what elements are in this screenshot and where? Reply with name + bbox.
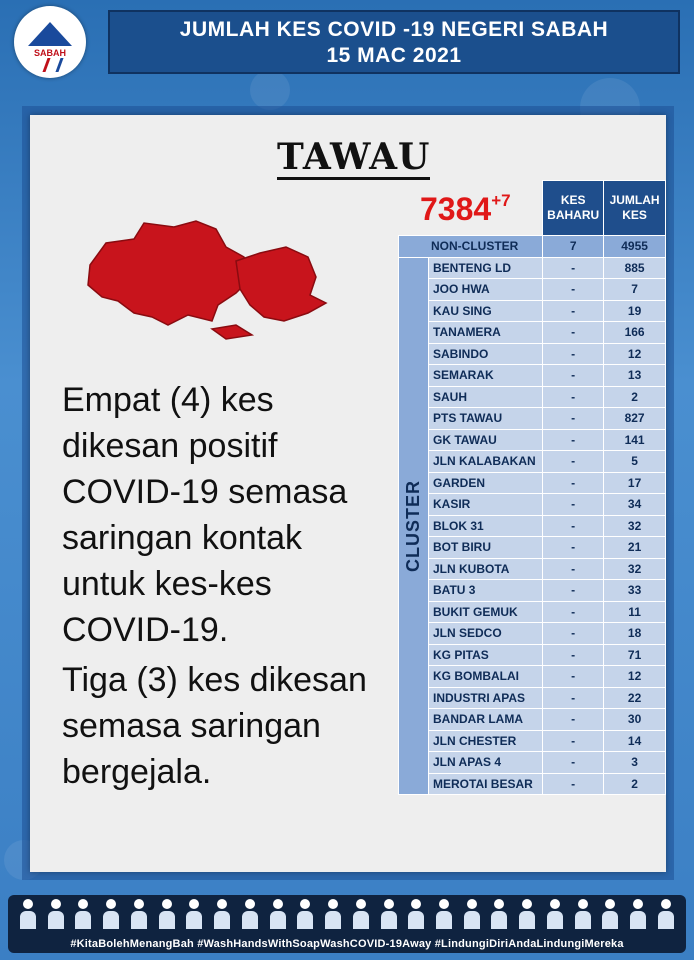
cluster-name: BATU 3 — [429, 580, 543, 602]
table-row — [399, 666, 666, 688]
table-row — [399, 730, 666, 752]
frontliner-figure-icon — [240, 899, 260, 929]
cluster-new: - — [543, 773, 604, 795]
frontliner-figure-icon — [379, 899, 399, 929]
main-panel — [30, 115, 666, 872]
table-row — [399, 472, 666, 494]
table-row — [399, 558, 666, 580]
col-header-new: KES BAHARU — [543, 181, 604, 236]
cluster-total: 885 — [604, 257, 666, 279]
cluster-total: 7 — [604, 279, 666, 301]
frontliner-figures — [18, 899, 676, 931]
cluster-new: - — [543, 687, 604, 709]
cluster-new: - — [543, 601, 604, 623]
frontliner-figure-icon — [184, 899, 204, 929]
cluster-new: - — [543, 429, 604, 451]
table-row — [399, 687, 666, 709]
cluster-name: GARDEN — [429, 472, 543, 494]
cluster-name: JLN KALABAKAN — [429, 451, 543, 473]
cluster-total: 3 — [604, 752, 666, 774]
swirl-icon — [42, 58, 63, 72]
frontliner-figure-icon — [73, 899, 93, 929]
frontliner-figure-icon — [323, 899, 343, 929]
cluster-new: - — [543, 408, 604, 430]
cluster-name: SAUH — [429, 386, 543, 408]
table-row — [399, 773, 666, 795]
cluster-name: JLN SEDCO — [429, 623, 543, 645]
table-row — [399, 279, 666, 301]
cluster-label-cell — [399, 257, 429, 795]
table-header-row — [399, 181, 666, 236]
frontliner-figure-icon — [351, 899, 371, 929]
cluster-new: - — [543, 322, 604, 344]
cluster-new: - — [543, 558, 604, 580]
cluster-new: - — [543, 279, 604, 301]
cluster-new: - — [543, 644, 604, 666]
frontliner-figure-icon — [434, 899, 454, 929]
frontliner-figure-icon — [462, 899, 482, 929]
cluster-total: 5 — [604, 451, 666, 473]
cluster-table — [398, 180, 666, 795]
table-row — [399, 365, 666, 387]
cluster-new: - — [543, 623, 604, 645]
frontliner-figure-icon — [406, 899, 426, 929]
header-date: 15 MAC 2021 — [326, 44, 462, 67]
mountain-icon — [28, 22, 72, 46]
frontliner-figure-icon — [656, 899, 676, 929]
table-row — [399, 408, 666, 430]
cluster-total: 34 — [604, 494, 666, 516]
cluster-total: 22 — [604, 687, 666, 709]
cluster-name: SEMARAK — [429, 365, 543, 387]
table-row — [399, 601, 666, 623]
cluster-name: TANAMERA — [429, 322, 543, 344]
sabah-logo — [14, 6, 86, 78]
non-cluster-label: NON-CLUSTER — [399, 236, 543, 258]
cluster-total: 141 — [604, 429, 666, 451]
cluster-total: 827 — [604, 408, 666, 430]
frontliner-figure-icon — [129, 899, 149, 929]
cluster-new: - — [543, 580, 604, 602]
cluster-total: 30 — [604, 709, 666, 731]
cluster-name: SABINDO — [429, 343, 543, 365]
description-para-1: Empat (4) kes dikesan positif COVID-19 semasa saringan kontak untuk kes-kes COVID-19. — [62, 381, 348, 649]
table-row — [399, 494, 666, 516]
cluster-new: - — [543, 666, 604, 688]
cluster-total: 32 — [604, 515, 666, 537]
header-banner — [108, 10, 680, 74]
non-cluster-total: 4955 — [604, 236, 666, 258]
cluster-name: KASIR — [429, 494, 543, 516]
cluster-label: CLUSTER — [403, 479, 423, 572]
table-row — [399, 537, 666, 559]
cluster-total: 71 — [604, 644, 666, 666]
frontliner-figure-icon — [573, 899, 593, 929]
table-row — [399, 580, 666, 602]
logo-text: SABAH — [33, 48, 66, 58]
cluster-name: JLN APAS 4 — [429, 752, 543, 774]
non-cluster-row — [399, 236, 666, 258]
cluster-new: - — [543, 343, 604, 365]
frontliner-figure-icon — [18, 899, 38, 929]
cluster-new: - — [543, 709, 604, 731]
table-row — [399, 386, 666, 408]
cluster-new: - — [543, 494, 604, 516]
cluster-name: KAU SING — [429, 300, 543, 322]
cluster-name: PTS TAWAU — [429, 408, 543, 430]
cluster-new: - — [543, 537, 604, 559]
frontliner-figure-icon — [157, 899, 177, 929]
footer-banner — [8, 895, 686, 953]
table-row — [399, 752, 666, 774]
cluster-total: 12 — [604, 666, 666, 688]
cluster-name: BENTENG LD — [429, 257, 543, 279]
cluster-name: KG BOMBALAI — [429, 666, 543, 688]
case-description — [62, 377, 382, 799]
frontliner-figure-icon — [268, 899, 288, 929]
frontliner-figure-icon — [101, 899, 121, 929]
cluster-new: - — [543, 451, 604, 473]
district-title: TAWAU — [277, 136, 431, 178]
table-row — [399, 300, 666, 322]
description-para-2: Tiga (3) kes dikesan semasa saringan bergejala. — [62, 661, 367, 791]
table-row — [399, 322, 666, 344]
cluster-total: 166 — [604, 322, 666, 344]
virus-decoration — [250, 70, 290, 110]
cluster-name: GK TAWAU — [429, 429, 543, 451]
cluster-new: - — [543, 365, 604, 387]
table-row — [399, 257, 666, 279]
frontliner-figure-icon — [489, 899, 509, 929]
cluster-new: - — [543, 752, 604, 774]
frontliner-figure-icon — [46, 899, 66, 929]
table-row — [399, 451, 666, 473]
cluster-name: BLOK 31 — [429, 515, 543, 537]
cluster-new: - — [543, 300, 604, 322]
cluster-new: - — [543, 472, 604, 494]
table-row — [399, 623, 666, 645]
cluster-name: JOO HWA — [429, 279, 543, 301]
frontliner-figure-icon — [295, 899, 315, 929]
tawau-map — [76, 217, 366, 347]
frontliner-figure-icon — [517, 899, 537, 929]
cluster-name: BOT BIRU — [429, 537, 543, 559]
col-header-total: JUMLAH KES — [604, 181, 666, 236]
frontliner-figure-icon — [545, 899, 565, 929]
cluster-total: 33 — [604, 580, 666, 602]
cluster-total: 18 — [604, 623, 666, 645]
cluster-name: KG PITAS — [429, 644, 543, 666]
cluster-new: - — [543, 257, 604, 279]
table-row — [399, 644, 666, 666]
table-row — [399, 429, 666, 451]
cluster-name: INDUSTRI APAS — [429, 687, 543, 709]
cluster-name: MEROTAI BESAR — [429, 773, 543, 795]
table-row — [399, 709, 666, 731]
cluster-name: JLN KUBOTA — [429, 558, 543, 580]
cluster-total: 2 — [604, 773, 666, 795]
cluster-total: 19 — [604, 300, 666, 322]
total-increase: +7 — [491, 191, 511, 210]
cluster-new: - — [543, 515, 604, 537]
cluster-new: - — [543, 386, 604, 408]
cluster-total: 17 — [604, 472, 666, 494]
cluster-total: 11 — [604, 601, 666, 623]
cluster-total: 32 — [604, 558, 666, 580]
table-row — [399, 343, 666, 365]
cluster-new: - — [543, 730, 604, 752]
cluster-total: 13 — [604, 365, 666, 387]
cluster-name: JLN CHESTER — [429, 730, 543, 752]
table-row — [399, 515, 666, 537]
cluster-total: 21 — [604, 537, 666, 559]
footer-hashtags: #KitaBolehMenangBah #WashHandsWithSoapWashCOVID-19Away #LindungiDiriAndaLindungiMereka — [70, 938, 624, 950]
cluster-total: 2 — [604, 386, 666, 408]
cluster-name: BANDAR LAMA — [429, 709, 543, 731]
frontliner-figure-icon — [212, 899, 232, 929]
frontliner-figure-icon — [600, 899, 620, 929]
header-title: JUMLAH KES COVID -19 NEGERI SABAH — [179, 18, 609, 41]
cluster-total: 12 — [604, 343, 666, 365]
cluster-total: 14 — [604, 730, 666, 752]
cluster-name: BUKIT GEMUK — [429, 601, 543, 623]
frontliner-figure-icon — [628, 899, 648, 929]
non-cluster-new: 7 — [543, 236, 604, 258]
total-value: 7384 — [420, 191, 492, 227]
